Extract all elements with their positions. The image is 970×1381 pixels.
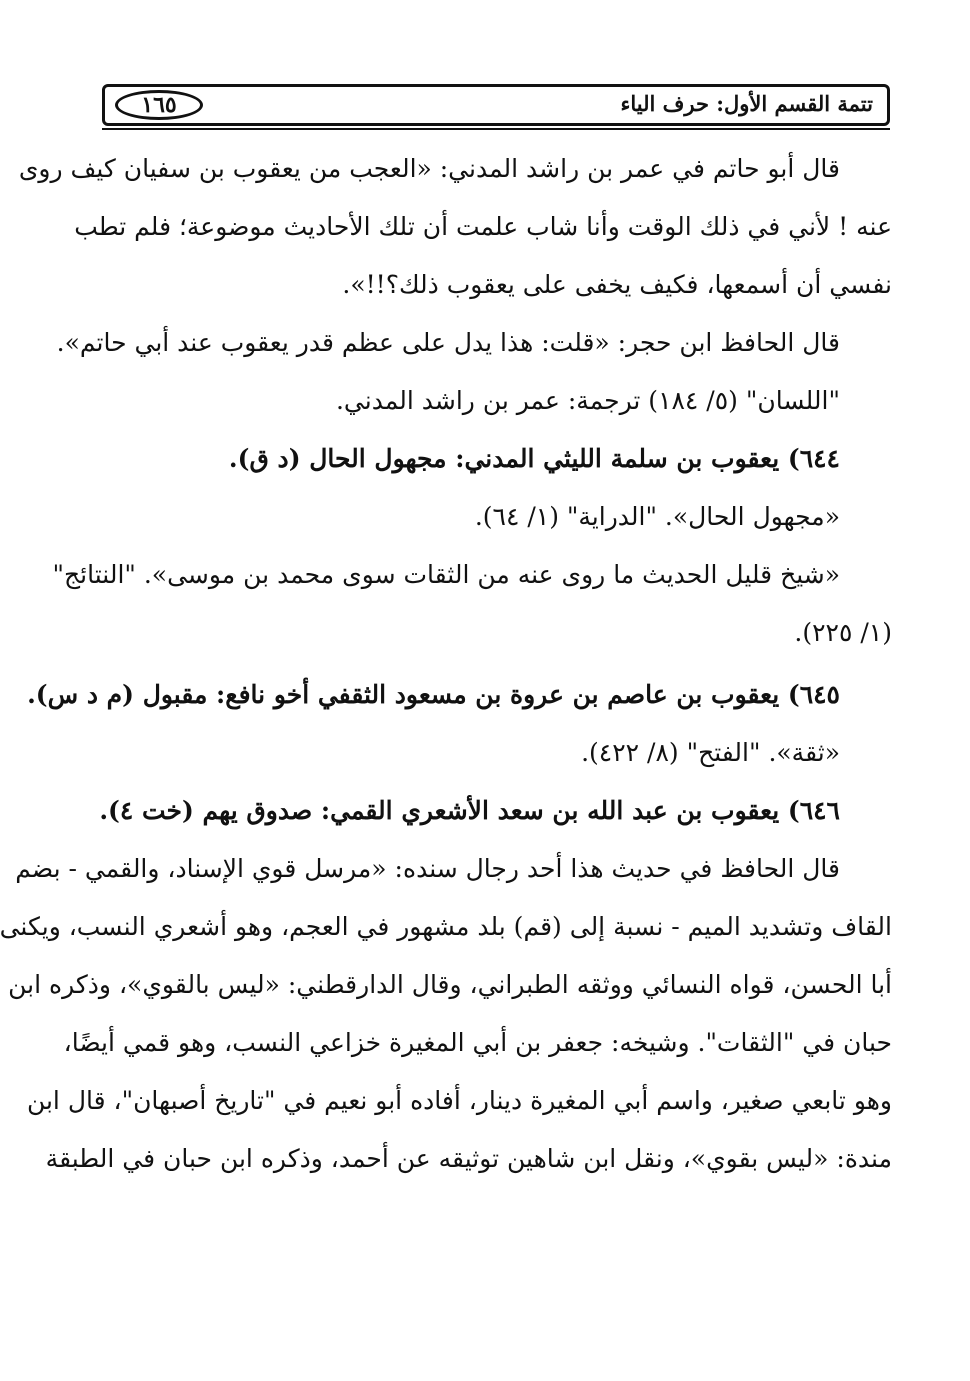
source-citation: (١/ ٢٢٥).	[794, 618, 892, 647]
paragraph-line: قال الحافظ ابن حجر: «قلت: هذا يدل على عظم قدر يعقوب عند أبي حاتم».	[56, 328, 840, 357]
header-title: تتمة القسم الأول: حرف الياء	[620, 91, 873, 116]
paragraph-line: «شيخ قليل الحديث ما روى عنه من الثقات سوى محمد بن موسى». "النتائج"	[52, 560, 840, 589]
source-citation: «ثقة». "الفتح" (٨/ ٤٢٢).	[581, 738, 840, 767]
page-number: ١٦٥	[115, 90, 203, 120]
paragraph-line: أبا الحسن، قواه النسائي ووثقه الطبراني، وقال الدارقطني: «ليس بالقوي»، وذكره ابن	[8, 970, 892, 999]
source-citation: "اللسان" (٥/ ١٨٤) ترجمة: عمر بن راشد المدني.	[335, 386, 840, 415]
entry-heading-645: ٦٤٥) يعقوب بن عاصم بن عروة بن مسعود الثقفي أخو نافع: مقبول (م د س).	[27, 680, 840, 709]
source-citation: «مجهول الحال». "الدراية" (١/ ٦٤).	[474, 502, 840, 531]
paragraph-line: مندة: «ليس بقوي»، ونقل ابن شاهين توثيقه عن أحمد، وذكره ابن حبان في الطبقة	[45, 1144, 892, 1173]
page-body	[0, 140, 892, 1188]
entry-heading-646: ٦٤٦) يعقوب بن عبد الله بن سعد الأشعري القمي: صدوق يهم (خت ٤).	[99, 796, 840, 825]
paragraph-line: عنه ! لأني في ذلك الوقت وأنا شاب علمت أن تلك الأحاديث موضوعة؛ فلم تطب	[74, 212, 892, 241]
paragraph-line: قال أبو حاتم في عمر بن راشد المدني: «العجب من يعقوب بن سفيان كيف روى	[18, 154, 840, 183]
paragraph-line: نفسي أن أسمعها، فكيف يخفى على يعقوب ذلك؟!!».	[342, 270, 892, 299]
paragraph-line: وهو تابعي صغير، واسم أبي المغيرة دينار، أفاده أبو نعيم في "تاريخ أصبهان"، قال ابن	[26, 1086, 892, 1115]
running-header	[102, 84, 890, 126]
paragraph-line: حبان في "الثقات". وشيخه: جعفر بن أبي المغيرة خزاعي النسب، وهو قمي أيضًا،	[63, 1028, 892, 1057]
entry-heading-644: ٦٤٤) يعقوب بن سلمة الليثي المدني: مجهول الحال (د ق).	[228, 444, 840, 473]
paragraph-line: القاف وتشديد الميم - نسبة إلى (قم) بلد مشهور في العجم، وهو أشعري النسب، ويكنى	[0, 912, 892, 941]
paragraph-line: قال الحافظ في حديث هذا أحد رجال سنده: «مرسل قوي الإسناد، والقمي - بضم	[15, 854, 840, 883]
